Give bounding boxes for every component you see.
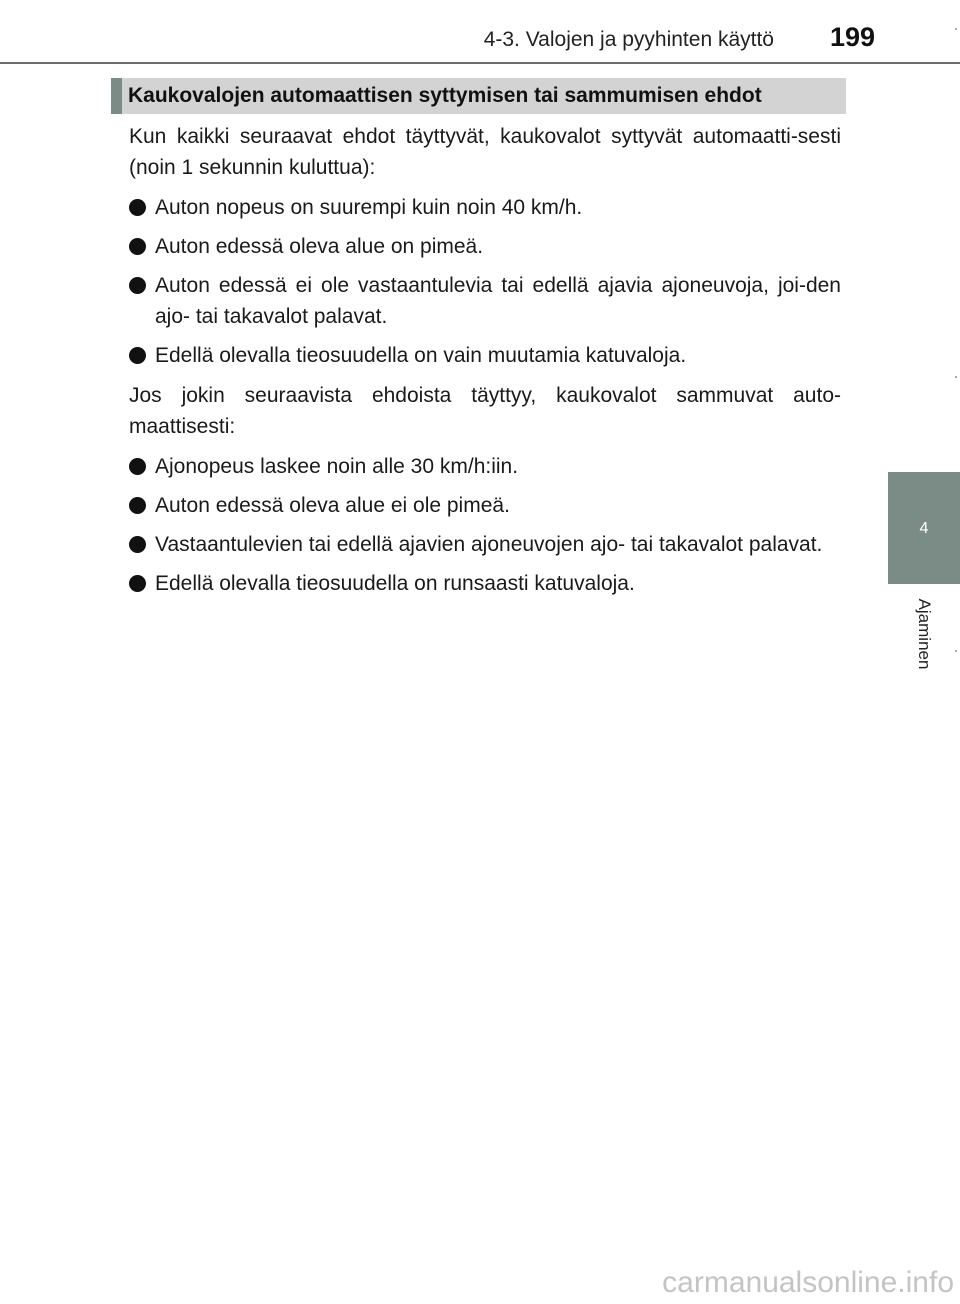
list-item-text: Auton nopeus on suurempi kuin noin 40 km/h.: [155, 196, 583, 219]
bullet-icon: [129, 575, 146, 592]
section-content: [129, 121, 841, 608]
chapter-label-text: Ajaminen: [915, 598, 934, 670]
watermark: carmanualsonline.info: [662, 1266, 954, 1299]
section-heading: [111, 78, 846, 114]
list-item: [129, 270, 841, 332]
section-heading-text: Kaukovalojen automaattisen syttymisen tai sammumisen ehdot: [128, 84, 762, 107]
list-item-text: Vastaantulevien tai edellä ajavien ajoneuvojen ajo- tai takavalot palavat.: [155, 533, 823, 556]
bullet-icon: [129, 199, 146, 216]
list-item: [129, 529, 841, 560]
list-item-text: Edellä olevalla tieosuudella on runsaasti katuvaloja.: [155, 572, 635, 595]
list-item-text: Auton edessä oleva alue ei ole pimeä.: [155, 494, 510, 517]
chapter-number: 4: [919, 520, 929, 537]
list-item-text: Ajonopeus laskee noin alle 30 km/h:iin.: [155, 455, 519, 478]
conditions-on-list: [129, 192, 841, 371]
header-rule: [0, 62, 960, 64]
page-number: 199: [830, 22, 876, 52]
chapter-tab: [888, 472, 960, 584]
bullet-icon: [129, 347, 146, 364]
margin-tick: [955, 650, 957, 652]
list-item-text: Auton edessä ei ole vastaantulevia tai edellä ajavia ajoneuvoja, joi-den ajo- tai takavalot palavat.: [155, 274, 841, 328]
conditions-off-list: [129, 451, 841, 599]
bullet-icon: [129, 238, 146, 255]
bullet-icon: [129, 277, 146, 294]
list-item: [129, 490, 841, 521]
list-item: [129, 451, 841, 482]
list-item: [129, 231, 841, 262]
list-item: [129, 340, 841, 371]
bullet-icon: [129, 497, 146, 514]
bullet-icon: [129, 458, 146, 475]
paragraph-off: Jos jokin seuraavista ehdoista täyttyy, kaukovalot sammuvat auto-maattisesti:: [129, 384, 841, 438]
bullet-icon: [129, 536, 146, 553]
list-item: [129, 568, 841, 599]
paragraph-on: Kun kaikki seuraavat ehdot täyttyvät, kaukovalot syttyvät automaatti-sesti (noin 1 sekunnin kuluttua):: [129, 125, 841, 179]
margin-tick: [955, 376, 957, 378]
list-item: [129, 192, 841, 223]
margin-tick: [955, 28, 957, 30]
list-item-text: Edellä olevalla tieosuudella on vain muutamia katuvaloja.: [155, 344, 687, 367]
chapter-label: [888, 584, 960, 684]
header-section-title: 4-3. Valojen ja pyyhinten käyttö: [483, 28, 774, 51]
list-item-text: Auton edessä oleva alue on pimeä.: [155, 235, 484, 258]
